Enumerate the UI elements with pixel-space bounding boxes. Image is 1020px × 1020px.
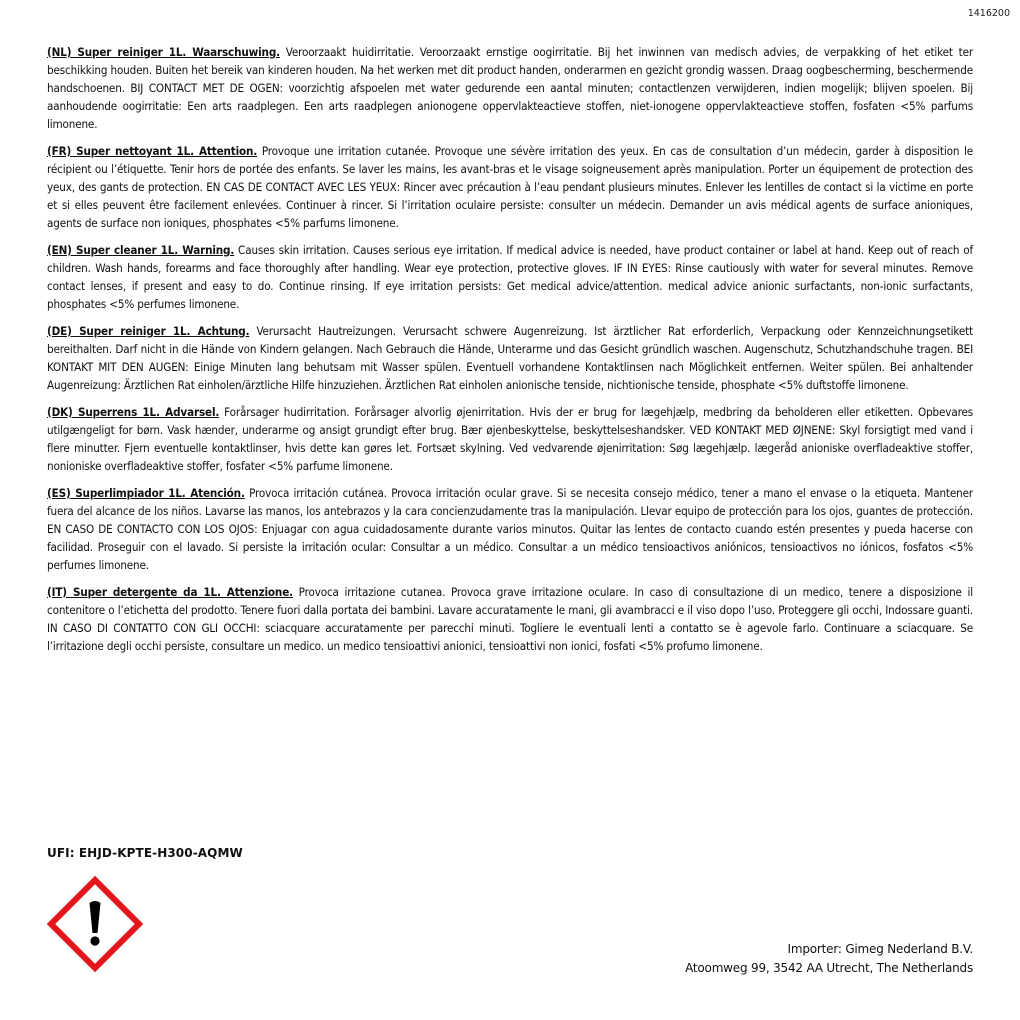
ufi-code: UFI: EHJD-KPTE-H300-AQMW [47,846,243,860]
section-heading: (EN) Super cleaner 1L. Warning. [47,243,235,257]
section-en [47,241,973,313]
section-body: Provoque une irritation cutanée. Provoque une sévère irritation des yeux. En cas de consultation d’un médecin, garder à disposition le récipient ou l’étiquette. Tenir hors de portée des enfants. Se laver les mains, les avant-bras et le visage soigneusement après manipulation. Porter un équipement de protection des yeux, des gants de protection. EN CAS DE CONTACT AVEC LES YEUX: Rincer avec précaution à l’eau pendant plusieurs minutes. Enlever les lentilles de contact si la victime en porte et si elles peuvent être facilement enlevées. Continuer à rincer. Si l’irritation oculaire persiste: consulter un médecin. Demander un avis médical agents de surface anioniques, agents de surface non ioniques, phosphates <5% parfums limonene. [47,144,973,230]
importer-info [685,940,973,978]
section-body: Forårsager hudirritation. Forårsager alvorlig øjenirritation. Hvis der er brug for lægehjælp, medbring da beholderen eller etiketten. Opbevares utilgængeligt for børn. Vask hænder, underarme og ansigt grundigt efter brug. Bær øjenbeskyttelse, beskyttelseshandsker. VED KONTAKT MED ØJNENE: Skyl forsigtigt med vand i flere minutter. Fjern eventuelle kontaktlinser, hvis dette kan gøres let. Fortsæt skylning. Ved vedvarende øjenirritation: Søg lægehjælp. lægeråd anioniske overfladeaktive stoffer, nonioniske overfladeaktive stoffer, fosfater <5% parfume limonene. [47,405,973,473]
section-body: Verursacht Hautreizungen. Verursacht schwere Augenreizung. Ist ärztlicher Rat erforderlich, Verpackung oder Kennzeichnungsetikett bereithalten. Darf nicht in die Hände von Kindern gelangen. Nach Gebrauch die Hände, Unterarme und das Gesicht gründlich waschen. Augenschutz, Schutzhandschuhe tragen. BEI KONTAKT MIT DEN AUGEN: Einige Minuten lang behutsam mit Wasser spülen. Eventuell vorhandene Kontaktlinsen nach Möglichkeit entfernen. Weiter spülen. Bei anhaltender Augenreizung: Ärztlichen Rat einholen/ärztliche Hilfe hinzuziehen. Ärztlichen Rat einholen anionische tenside, nichtionische tenside, phosphate <5% duftstoffe limonene. [47,324,973,392]
section-body: Provoca irritazione cutanea. Provoca grave irritazione oculare. In caso di consultazione di un medico, tenere a disposizione il contenitore o l’etichetta del prodotto. Tenere fuori dalla portata dei bambini. Lavare accuratamente le mani, gli avambracci e il viso dopo l’uso. Proteggere gli occhi, Indossare guanti. IN CASO DI CONTATTO CON GLI OCCHI: sciacquare accuratamente per parecchi minuti. Togliere le eventuali lenti a contatto se è agevole farlo. Continuare a sciacquare. Se l’irritazione degli occhi persiste, consultare un medico. un medico tensioattivi anionici, tensioattivi non ionici, fosfati <5% profumo limonene. [47,585,974,653]
exclamation-dot [90,936,99,945]
section-heading: (IT) Super detergente da 1L. Attenzione. [47,585,293,599]
section-heading: (DK) Superrens 1L. Advarsel. [47,405,220,419]
section-heading: (ES) Superlimpiador 1L. Atención. [47,486,245,500]
section-body: Causes skin irritation. Causes serious eye irritation. If medical advice is needed, have product container or label at hand. Keep out of reach of children. Wash hands, forearms and face thoroughly after handling. Wear eye protection, protective gloves. IF IN EYES: Rinse cautiously with water for several minutes. Remove contact lenses, if present and easy to do. Continue rinsing. If eye irritation persists: Get medical advice/attention. medical advice anionic surfactants, non-ionic surfactants, phosphates <5% perfumes limonene. [47,243,973,311]
section-body: Veroorzaakt huidirritatie. Veroorzaakt ernstige oogirritatie. Bij het inwinnen van medisch advies, de verpakking of het etiket ter beschikking houden. Buiten het bereik van kinderen houden. Na het werken met dit product handen, onderarmen en gezicht grondig wassen. Draag oogbescherming, beschermende handschoenen. BIJ CONTACT MET DE OGEN: voorzichtig afspoelen met water gedurende een aantal minuten; contactlenzen verwijderen, indien mogelijk; blijven spoelen. Bij aanhoudende oogirritatie: Een arts raadplegen. Een arts raadplegen anionogene oppervlakteactieve stoffen, niet-ionogene oppervlakteactieve stoffen, fosfaten <5% parfums limonene. [47,45,973,131]
importer-name: Importer: Gimeg Nederland B.V. [787,942,973,956]
ghs-exclamation-mark-icon [47,876,143,972]
section-de [47,322,973,394]
section-nl [47,43,973,133]
section-heading: (DE) Super reiniger 1L. Achtung. [47,324,250,338]
section-heading: (NL) Super reiniger 1L. Waarschuwing. [47,45,280,59]
section-fr [47,142,973,232]
section-heading: (FR) Super nettoyant 1L. Attention. [47,144,258,158]
safety-sections [47,43,973,664]
section-es [47,484,973,574]
importer-address: Atoomweg 99, 3542 AA Utrecht, The Netherlands [685,961,973,975]
section-body: Provoca irritación cutánea. Provoca irritación ocular grave. Si se necesita consejo médico, tener a mano el envase o la etiqueta. Mantener fuera del alcance de los niños. Lavarse las manos, los antebrazos y la cara concienzudamente tras la manipulación. Llevar equipo de protección para los ojos, guantes de protección. EN CASO DE CONTACTO CON LOS OJOS: Enjuagar con agua cuidadosamente durante varios minutos. Quitar las lentes de contacto cuando estén presentes y pueda hacerse con facilidad. Proseguir con el lavado. Si persiste la irritación ocular: Consultar a un médico. Consultar a un médico tensioactivos aniónicos, tensioactivos no iónicos, fosfatos <5% perfumes limonene. [47,486,973,572]
section-dk [47,403,973,475]
section-it [47,583,973,655]
document-id: 1416200 [967,8,1010,19]
